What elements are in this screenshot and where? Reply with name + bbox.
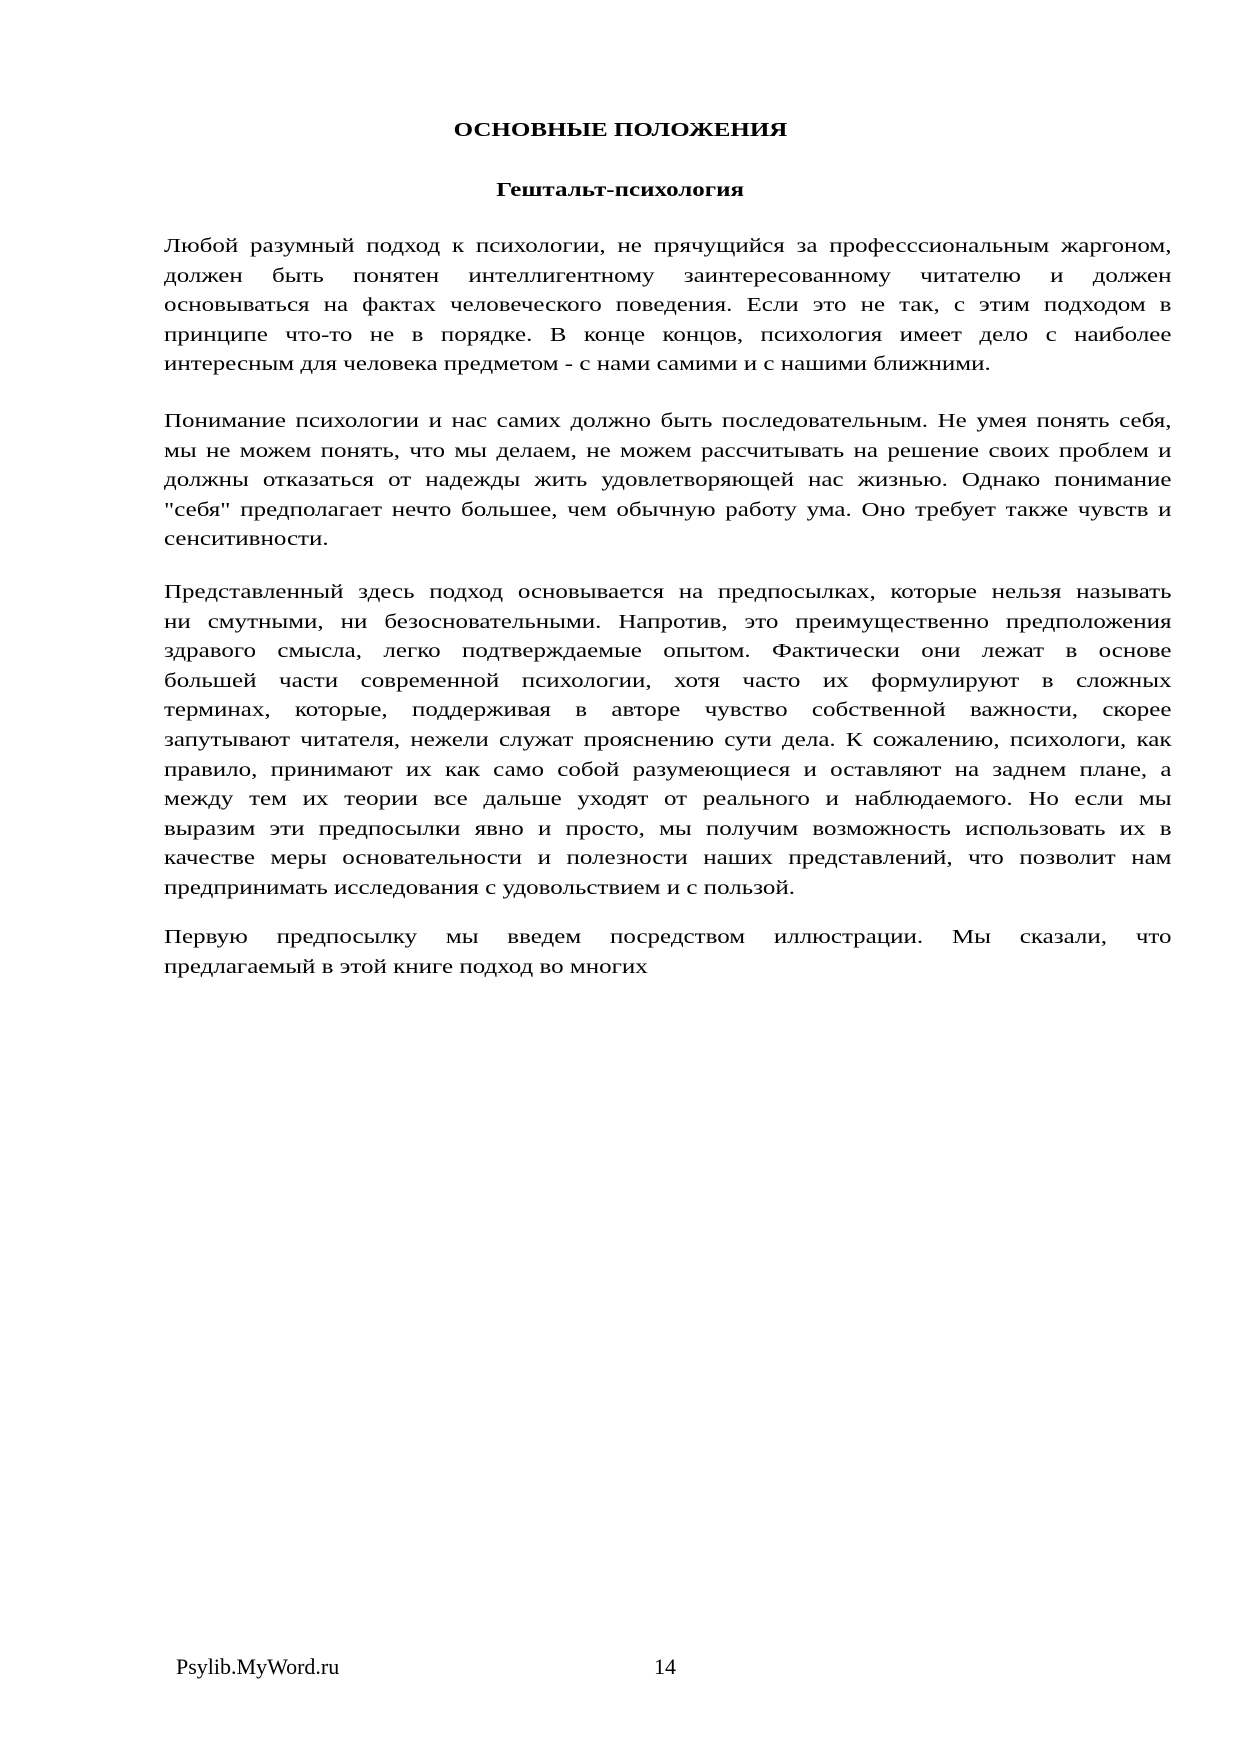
footer-site: Psylib.MyWord.ru [176, 1654, 340, 1679]
text-line: правило, принимают их как само собой разумеющиеся и оставляют на заднем плане, а [164, 758, 1172, 781]
text-line: качестве меры основательности и полезности наших представлений, что позволит нам [164, 847, 1172, 870]
text-line: мы не можем понять, что мы делаем, не можем рассчитывать на решение своих проблем и [164, 439, 1172, 462]
text-line: Представленный здесь подход основывается на предпосылках, которые нельзя называть [164, 581, 1172, 603]
paragraph-1 [164, 232, 1172, 380]
text-line: Понимание психологии и нас самих должно быть последовательным. Не умея понять себя, [164, 410, 1172, 432]
text-line: ни смутными, ни безосновательными. Напротив, это преимущественно предположения [164, 610, 1172, 633]
text-line: здравого смысла, легко подтверждаемые опытом. Фактически они лежат в основе [164, 640, 1172, 663]
text-line: Первую предпосылку мы введем посредством иллюстрации. Мы сказали, что [164, 926, 1172, 948]
text-line: интересным для человека предметом - с нами самими и с нашими ближними. [164, 353, 991, 376]
text-line: сенситивности. [164, 528, 329, 551]
paragraph-3 [164, 578, 1172, 904]
text-line: между тем их теории все дальше уходят от реального и наблюдаемого. Но если мы [164, 788, 1172, 811]
section-title [0, 179, 1240, 202]
text-line: предпринимать исследования с удовольствием и с пользой. [164, 876, 795, 899]
text-line: Любой разумный подход к психологии, не прячущийся за професссиональным жаргоном, [164, 235, 1172, 257]
text-line: выразим эти предпосылки явно и просто, мы получим возможность использовать их в [164, 817, 1172, 840]
text-line: "себя" предполагает нечто большее, чем обычную работу ума. Оно требует также чувств и [164, 498, 1172, 521]
paragraph-2 [164, 407, 1172, 555]
text-line: основываться на фактах человеческого поведения. Если это не так, с этим подходом в [164, 294, 1172, 317]
text-line: должен быть понятен интеллигентному заинтересованному читателю и должен [164, 264, 1172, 287]
title-text: ОСНОВНЫЕ ПОЛОЖЕНИЯ [453, 119, 787, 141]
subtitle-text: Гештальт-психология [496, 179, 744, 201]
text-line: терминах, которые, поддерживая в авторе чувство собственной важности, скорее [164, 699, 1172, 722]
text-line: предлагаемый в этой книге подход во многих [164, 955, 648, 978]
page-number: 14 [654, 1654, 676, 1679]
paragraph-4 [164, 923, 1172, 982]
page-title [0, 119, 1240, 142]
text-line: большей части современной психологии, хотя часто их формулируют в сложных [164, 669, 1172, 692]
text-line: запутывают читателя, нежели служат прояснению сути дела. К сожалению, психологи, как [164, 728, 1172, 751]
text-line: принципе что-то не в порядке. В конце концов, психология имеет дело с наиболее [164, 323, 1172, 346]
text-line: должны отказаться от надежды жить удовлетворяющей нас жизнью. Однако понимание [164, 469, 1172, 492]
